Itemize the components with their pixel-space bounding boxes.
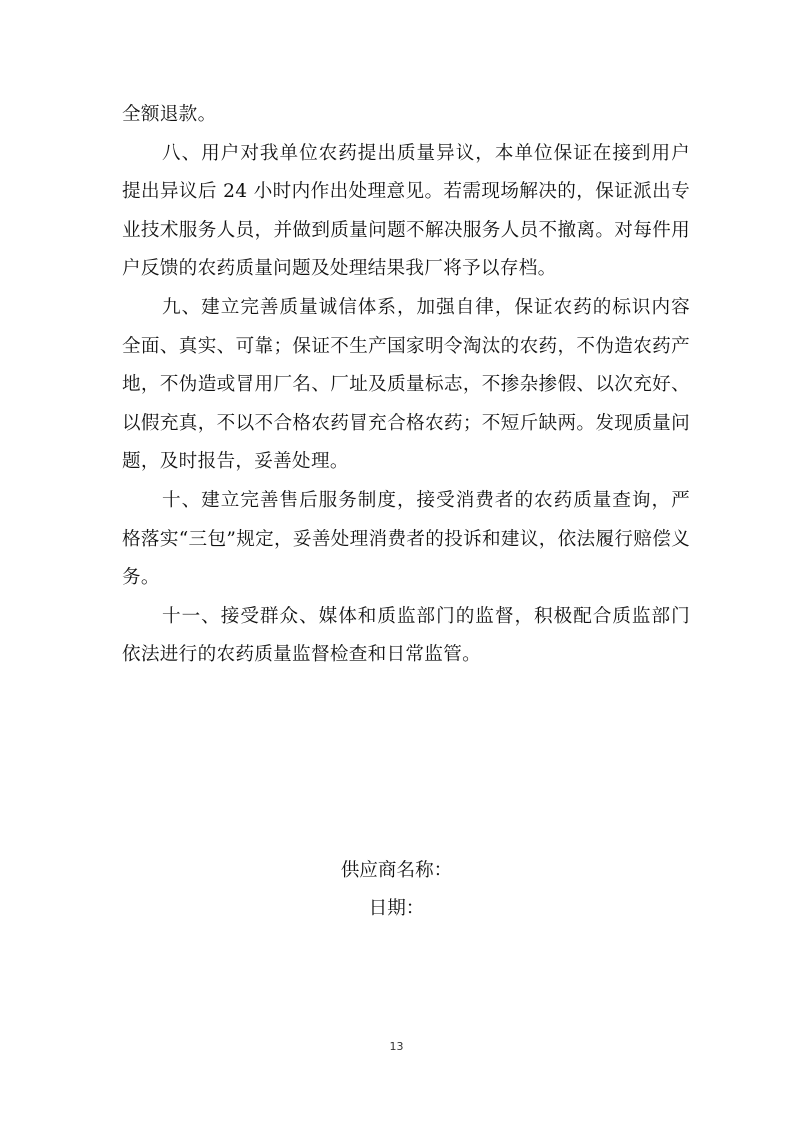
paragraph-clause-11: 十一、接受群众、媒体和质监部门的监督，积极配合质监部门依法进行的农药质量监督检查和日常监管。: [122, 605, 690, 666]
paragraph-clause-9: 九、建立完善质量诚信体系，加强自律，保证农药的标识内容全面、真实、可靠；保证不生产国家明令淘汰的农药，不伪造农药产地，不伪造或冒用厂名、厂址及质量标志，不掺杂掺假、以次充好、以假充真，不以不合格农药冒充合格农药；不短斤缺两。发现质量问题，及时报告，妥善处理。: [122, 296, 690, 473]
date-label: 日期：: [368, 898, 425, 919]
page-number: 13: [389, 1040, 404, 1053]
supplier-name-label: 供应商名称：: [340, 860, 453, 881]
signature-block: [0, 852, 793, 928]
paragraph-refund-end: 全额退款。: [122, 104, 217, 125]
paragraph-clause-8: 八、用户对我单位农药提出质量异议，本单位保证在接到用户提出异议后 24 小时内作出处理意见。若需现场解决的，保证派出专业技术服务人员，并做到质量问题不解决服务人员不撤离。对每件用户反馈的农药质量问题及处理结果我厂将予以存档。: [122, 142, 690, 280]
document-body: [122, 96, 690, 675]
paragraph-clause-10: 十、建立完善售后服务制度，接受消费者的农药质量查询，严格落实“三包”规定，妥善处理消费者的投诉和建议，依法履行赔偿义务。: [122, 489, 690, 589]
